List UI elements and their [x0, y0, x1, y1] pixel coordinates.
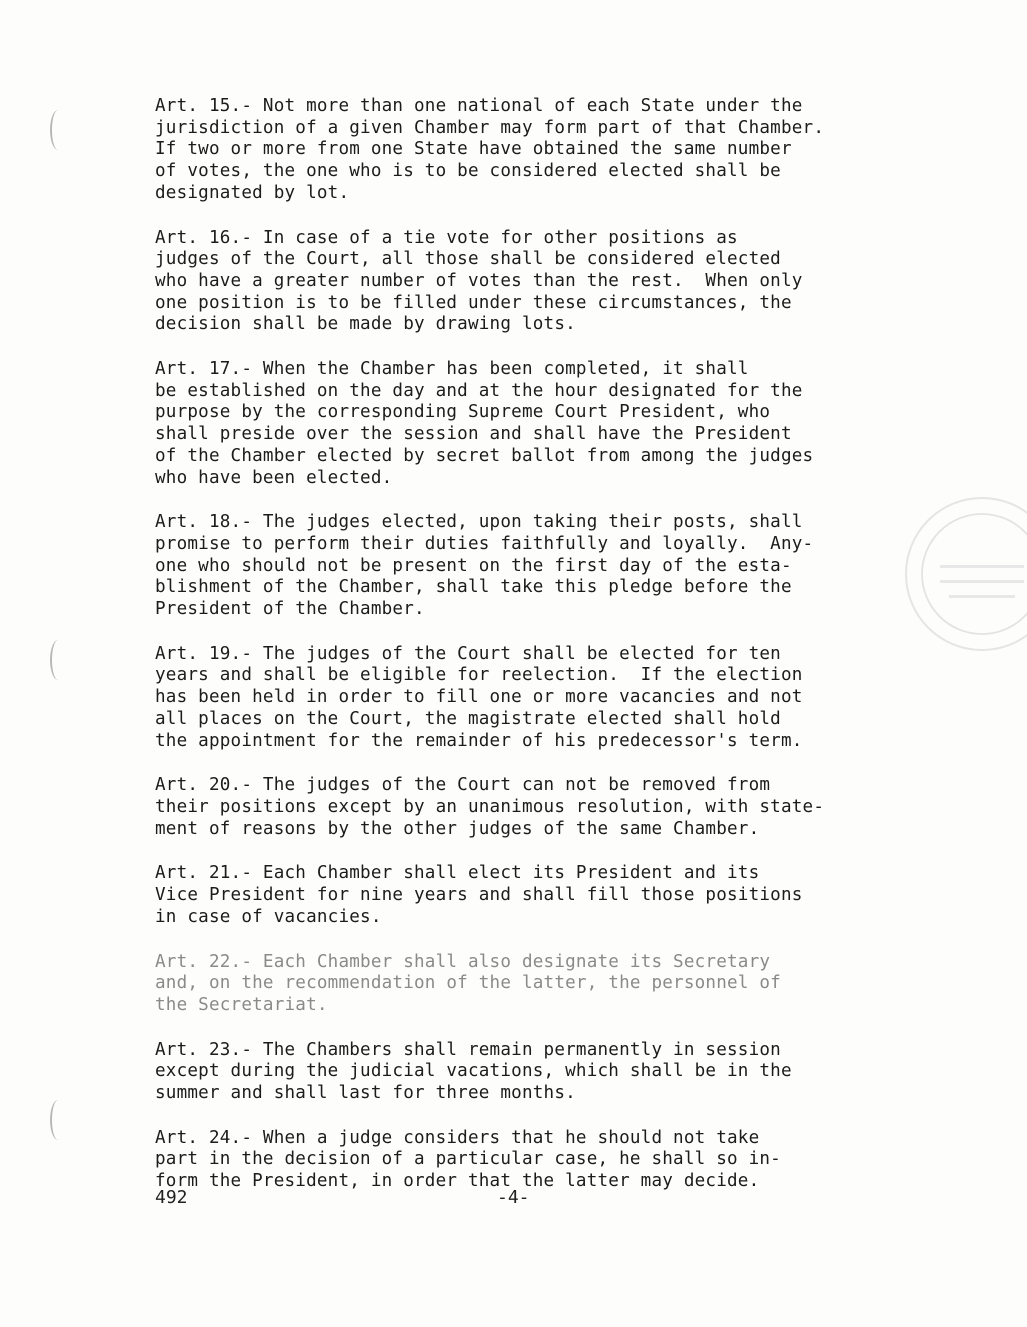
article-paragraph [155, 1128, 955, 1193]
article-line: Art. 18.- The judges elected, upon taking their posts, shall [155, 512, 803, 533]
page-number: -4- [497, 1187, 530, 1208]
article-line: President of the Chamber. [155, 599, 425, 620]
article-line: the appointment for the remainder of his predecessor's term. [155, 730, 803, 751]
article-line: Art. 23.- The Chambers shall remain permanently in session [155, 1039, 781, 1060]
article-paragraph [155, 775, 955, 840]
article-line: shall preside over the session and shall have the President [155, 424, 792, 445]
article-line: one who should not be present on the first day of the esta- [155, 555, 792, 576]
article-line: who have a greater number of votes than the rest. When only [155, 270, 803, 291]
article-line: the Secretariat. [155, 994, 328, 1015]
article-line: ment of reasons by the other judges of the same Chamber. [155, 818, 760, 839]
article-line: Art. 15.- Not more than one national of each State under the [155, 96, 803, 116]
article-paragraph [155, 512, 955, 621]
article-paragraph [155, 359, 955, 489]
article-line: summer and shall last for three months. [155, 1083, 576, 1104]
article-line: Art. 19.- The judges of the Court shall be elected for ten [155, 643, 781, 664]
article-line: promise to perform their duties faithfully and loyally. Any- [155, 533, 814, 554]
article-line: and, on the recommendation of the latter, the personnel of [155, 973, 781, 994]
article-line: years and shall be eligible for reelection. If the election [155, 665, 803, 686]
article-line: part in the decision of a particular case, he shall so in- [155, 1149, 781, 1170]
article-line: who have been elected. [155, 467, 393, 488]
article-line: Vice President for nine years and shall fill those positions [155, 885, 803, 906]
article-line: one position is to be filled under these circumstances, the [155, 292, 792, 313]
article-paragraph [155, 96, 955, 205]
article-line: Art. 21.- Each Chamber shall elect its President and its [155, 863, 760, 884]
binder-hole-mark [50, 1100, 66, 1140]
article-paragraph [155, 644, 955, 753]
article-line: If two or more from one State have obtained the same number [155, 139, 792, 160]
article-paragraph [155, 1040, 955, 1105]
document-body [155, 96, 955, 1216]
article-line: form the President, in order that the latter may decide. [155, 1171, 760, 1192]
article-line: purpose by the corresponding Supreme Court President, who [155, 402, 771, 423]
article-line: be established on the day and at the hour designated for the [155, 380, 803, 401]
document-number: 492 [155, 1187, 188, 1208]
article-line: Art. 24.- When a judge considers that he should not take [155, 1127, 760, 1148]
article-line: of votes, the one who is to be considered elected shall be [155, 161, 781, 182]
article-line: judges of the Court, all those shall be considered elected [155, 249, 781, 270]
article-paragraph [155, 863, 955, 928]
article-line: of the Chamber elected by secret ballot from among the judges [155, 445, 814, 466]
article-line: decision shall be made by drawing lots. [155, 314, 576, 335]
article-paragraph [155, 228, 955, 337]
article-line: designated by lot. [155, 182, 350, 203]
article-line: in case of vacancies. [155, 906, 382, 927]
binder-hole-mark [50, 110, 66, 150]
binder-hole-mark [50, 640, 66, 680]
article-line: has been held in order to fill one or more vacancies and not [155, 687, 803, 708]
article-line: blishment of the Chamber, shall take this pledge before the [155, 577, 792, 598]
article-line: Art. 22.- Each Chamber shall also designate its Secretary [155, 951, 771, 972]
article-paragraph [155, 952, 955, 1017]
article-line: Art. 16.- In case of a tie vote for other positions as [155, 227, 738, 248]
article-line: Art. 17.- When the Chamber has been completed, it shall [155, 359, 749, 380]
article-line: except during the judicial vacations, which shall be in the [155, 1061, 792, 1082]
article-line: their positions except by an unanimous resolution, with state- [155, 796, 825, 817]
article-line: all places on the Court, the magistrate elected shall hold [155, 708, 781, 729]
article-line: jurisdiction of a given Chamber may form part of that Chamber. [155, 117, 825, 138]
article-line: Art. 20.- The judges of the Court can not be removed from [155, 775, 771, 796]
